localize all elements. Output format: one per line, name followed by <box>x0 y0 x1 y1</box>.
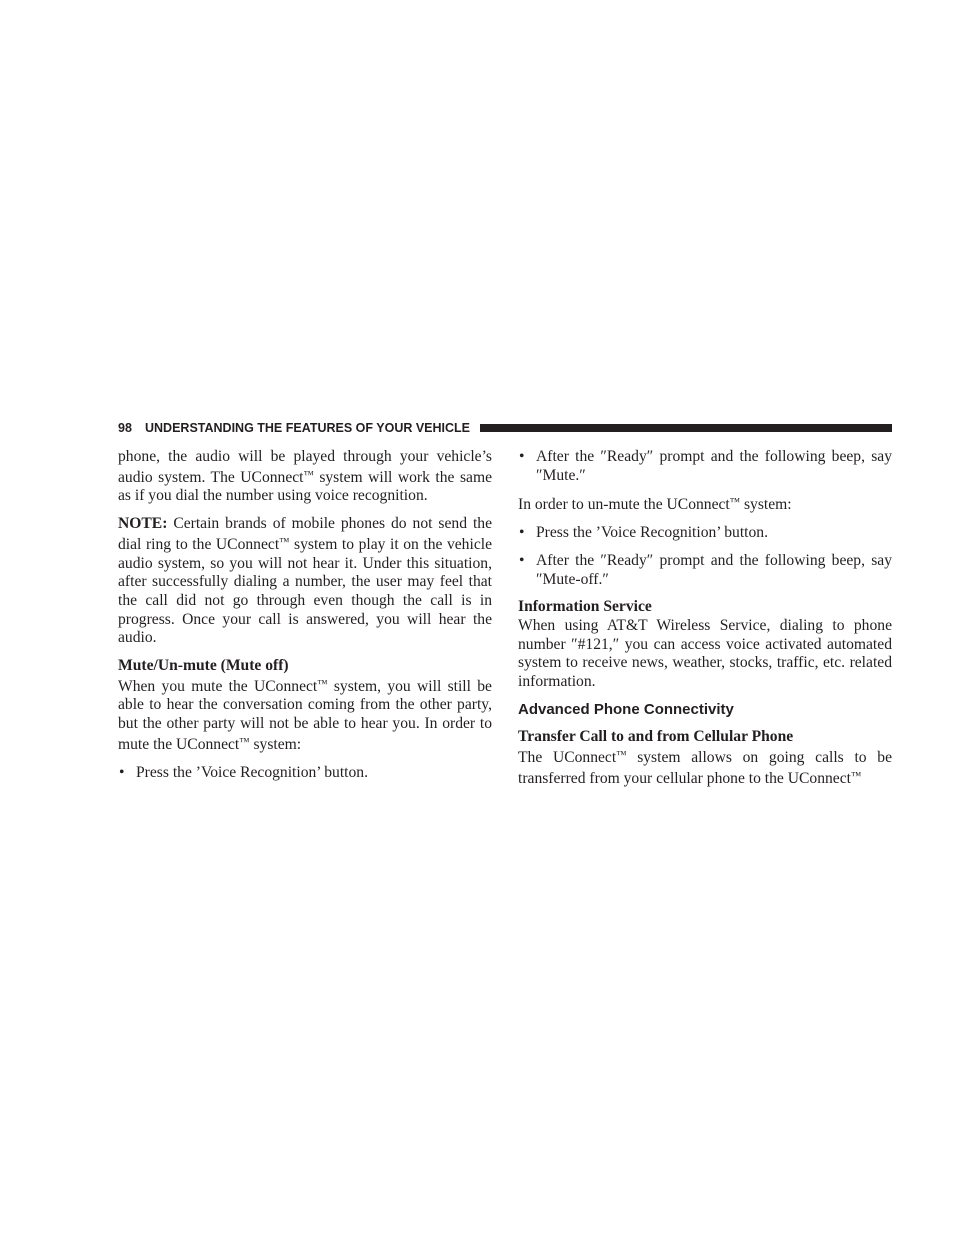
header-rule <box>480 424 892 432</box>
page-number: 98 <box>118 421 132 435</box>
bullet-dot: • <box>119 763 125 781</box>
trademark-symbol: ™ <box>850 770 862 782</box>
trademark-symbol: ™ <box>616 750 627 762</box>
note-paragraph: NOTE: Certain brands of mobile phones do not send the dial ring to the UConnect™ system to play it on the vehicle audio system, so you will not hear it. Under this situation, after successfully dialing a number, the user may feel that the call did not go through even though the call is in progress. Once your call is answered, you will hear the audio. <box>118 515 492 647</box>
section-title: UNDERSTANDING THE FEATURES OF YOUR VEHICLE <box>145 421 471 435</box>
bullet-item: • Press the ’Voice Recognition’ button. <box>119 763 368 781</box>
unmute-paragraph: In order to un-mute the UConnect™ system: <box>518 496 792 514</box>
info-paragraph: When using AT&T Wireless Service, dialing to phone number ″#121,″ you can access voice activated automated system to receive news, weather, stocks, traffic, etc. related information. <box>518 616 892 691</box>
transfer-paragraph: The UConnect™ system allows on going calls to be transferred from your cellular phone to the UConnect™ <box>518 749 893 787</box>
page-header <box>118 419 892 437</box>
note-label: NOTE: <box>118 515 168 533</box>
transfer-heading: Transfer Call to and from Cellular Phone <box>518 728 794 746</box>
trademark-symbol: ™ <box>317 678 328 690</box>
bullet-item: • Press the ’Voice Recognition’ button. <box>519 524 768 542</box>
mute-heading: Mute/Un-mute (Mute off) <box>118 657 289 675</box>
paragraph-audio: phone, the audio will be played through your vehicle’s audio system. The UConnect™ system will work the same as if you dial the number using voice recognition. <box>118 448 492 505</box>
bullet-dot: • <box>519 524 525 542</box>
right-column <box>518 448 892 798</box>
bullet-dot: • <box>519 551 525 569</box>
info-heading: Information Service <box>518 598 652 616</box>
bullet-item: • After the ″Ready″ prompt and the following beep, say ″Mute.″ <box>519 448 892 484</box>
bullet-dot: • <box>519 448 525 465</box>
trademark-symbol: ™ <box>303 469 314 481</box>
advanced-heading: Advanced Phone Connectivity <box>518 700 734 718</box>
mute-paragraph: When you mute the UConnect™ system, you will still be able to hear the conversation coming from the other party, but the other party will not be able to hear you. In order to mute the UConnect™ system: <box>118 677 492 753</box>
bullet-item: • After the ″Ready″ prompt and the following beep, say ″Mute-off.″ <box>519 551 892 588</box>
trademark-symbol: ™ <box>239 736 250 748</box>
trademark-symbol: ™ <box>279 536 290 548</box>
left-column <box>118 448 492 791</box>
trademark-symbol: ™ <box>729 497 741 509</box>
